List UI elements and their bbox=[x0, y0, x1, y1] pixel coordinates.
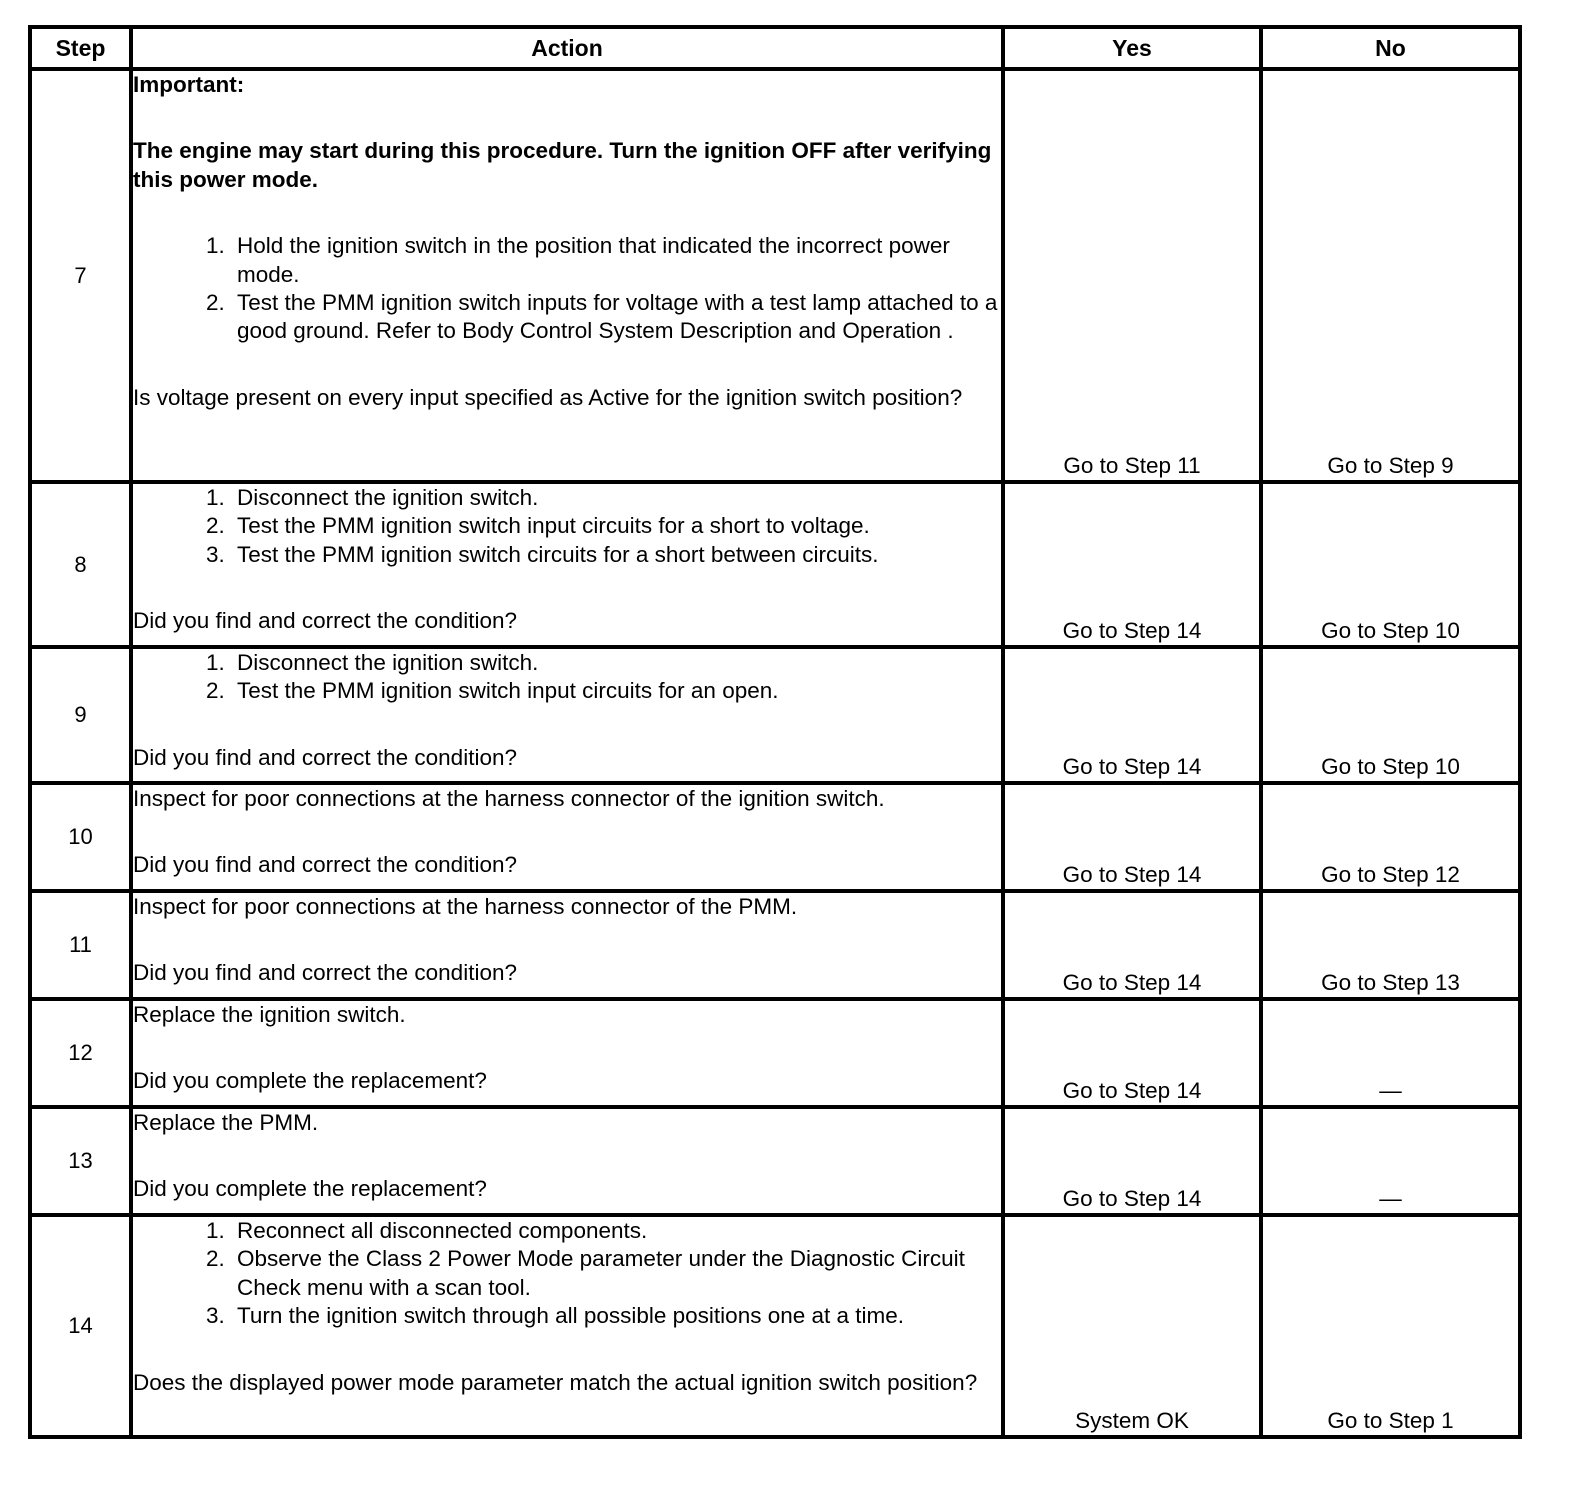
procedure-list bbox=[133, 649, 1001, 706]
step-number: 14 bbox=[30, 1215, 131, 1437]
question-text: Did you complete the replacement? bbox=[133, 1068, 487, 1094]
no-result: Go to Step 9 bbox=[1261, 69, 1520, 482]
table-row bbox=[30, 647, 1520, 783]
table-row bbox=[30, 891, 1520, 999]
list-item: 2. Observe the Class 2 Power Mode parameter under the Diagnostic Circuit Check menu with a scan tool. bbox=[231, 1245, 1001, 1302]
action-cell bbox=[131, 891, 1003, 999]
instruction-text: Inspect for poor connections at the harness connector of the PMM. bbox=[133, 894, 798, 919]
header-yes: Yes bbox=[1003, 27, 1261, 69]
list-item: 2. Test the PMM ignition switch input circuits for an open. bbox=[231, 677, 1001, 705]
action-cell bbox=[131, 482, 1003, 647]
instruction-text: Replace the PMM. bbox=[133, 1110, 319, 1135]
list-item: 1. Hold the ignition switch in the position that indicated the incorrect power mode. bbox=[231, 232, 1001, 289]
table-row bbox=[30, 482, 1520, 647]
step-number: 10 bbox=[30, 783, 131, 891]
instruction-text: Inspect for poor connections at the harness connector of the ignition switch. bbox=[133, 786, 885, 811]
action-cell bbox=[131, 1107, 1003, 1215]
action-cell bbox=[131, 999, 1003, 1107]
question-text: Did you find and correct the condition? bbox=[133, 744, 517, 770]
yes-result: Go to Step 14 bbox=[1003, 891, 1261, 999]
instruction-text: Replace the ignition switch. bbox=[133, 1002, 406, 1027]
yes-result: Go to Step 14 bbox=[1003, 1107, 1261, 1215]
list-item: 1. Disconnect the ignition switch. bbox=[231, 649, 1001, 677]
step-number: 8 bbox=[30, 482, 131, 647]
yes-result: Go to Step 11 bbox=[1003, 69, 1261, 482]
diagnostic-table bbox=[28, 25, 1522, 1439]
question-text: Is voltage present on every input specified as Active for the ignition switch position? bbox=[133, 384, 963, 410]
step-number: 13 bbox=[30, 1107, 131, 1215]
list-item: 3. Test the PMM ignition switch circuits for a short between circuits. bbox=[231, 541, 1001, 569]
action-cell bbox=[131, 69, 1003, 482]
yes-result: Go to Step 14 bbox=[1003, 999, 1261, 1107]
question-text: Did you find and correct the condition? bbox=[133, 608, 517, 634]
no-result: Go to Step 1 bbox=[1261, 1215, 1520, 1437]
question-text: Did you find and correct the condition? bbox=[133, 852, 517, 878]
step-number: 12 bbox=[30, 999, 131, 1107]
yes-result: Go to Step 14 bbox=[1003, 482, 1261, 647]
header-no: No bbox=[1261, 27, 1520, 69]
procedure-list bbox=[133, 484, 1001, 569]
no-result: Go to Step 10 bbox=[1261, 482, 1520, 647]
list-item: 1. Reconnect all disconnected components. bbox=[231, 1217, 1001, 1245]
no-result: Go to Step 10 bbox=[1261, 647, 1520, 783]
table-row bbox=[30, 69, 1520, 482]
table-row bbox=[30, 1215, 1520, 1437]
table-row bbox=[30, 999, 1520, 1107]
yes-result: Go to Step 14 bbox=[1003, 647, 1261, 783]
procedure-list bbox=[133, 1217, 1001, 1331]
table-row bbox=[30, 783, 1520, 891]
list-item: 1. Disconnect the ignition switch. bbox=[231, 484, 1001, 512]
yes-result: Go to Step 14 bbox=[1003, 783, 1261, 891]
procedure-list bbox=[133, 232, 1001, 346]
important-text: The engine may start during this procedure. Turn the ignition OFF after verifying this power mode. bbox=[133, 138, 992, 192]
step-number: 7 bbox=[30, 69, 131, 482]
no-result: — bbox=[1261, 1107, 1520, 1215]
list-item: 2. Test the PMM ignition switch input circuits for a short to voltage. bbox=[231, 512, 1001, 540]
yes-result: System OK bbox=[1003, 1215, 1261, 1437]
list-item: 3. Turn the ignition switch through all possible positions one at a time. bbox=[231, 1302, 1001, 1330]
header-action: Action bbox=[131, 27, 1003, 69]
no-result: Go to Step 13 bbox=[1261, 891, 1520, 999]
action-cell bbox=[131, 647, 1003, 783]
question-text: Did you find and correct the condition? bbox=[133, 960, 517, 986]
no-result: Go to Step 12 bbox=[1261, 783, 1520, 891]
table-row bbox=[30, 1107, 1520, 1215]
list-item: 2. Test the PMM ignition switch inputs for voltage with a test lamp attached to a good ground. Refer to Body Control System Description and Operation . bbox=[231, 289, 1001, 346]
header-row bbox=[30, 27, 1520, 69]
action-cell bbox=[131, 1215, 1003, 1437]
action-cell bbox=[131, 783, 1003, 891]
question-text: Did you complete the replacement? bbox=[133, 1176, 487, 1202]
no-result: — bbox=[1261, 999, 1520, 1107]
important-label: Important: bbox=[133, 72, 245, 97]
question-text: Does the displayed power mode parameter match the actual ignition switch position? bbox=[133, 1369, 978, 1395]
step-number: 9 bbox=[30, 647, 131, 783]
header-step: Step bbox=[30, 27, 131, 69]
step-number: 11 bbox=[30, 891, 131, 999]
